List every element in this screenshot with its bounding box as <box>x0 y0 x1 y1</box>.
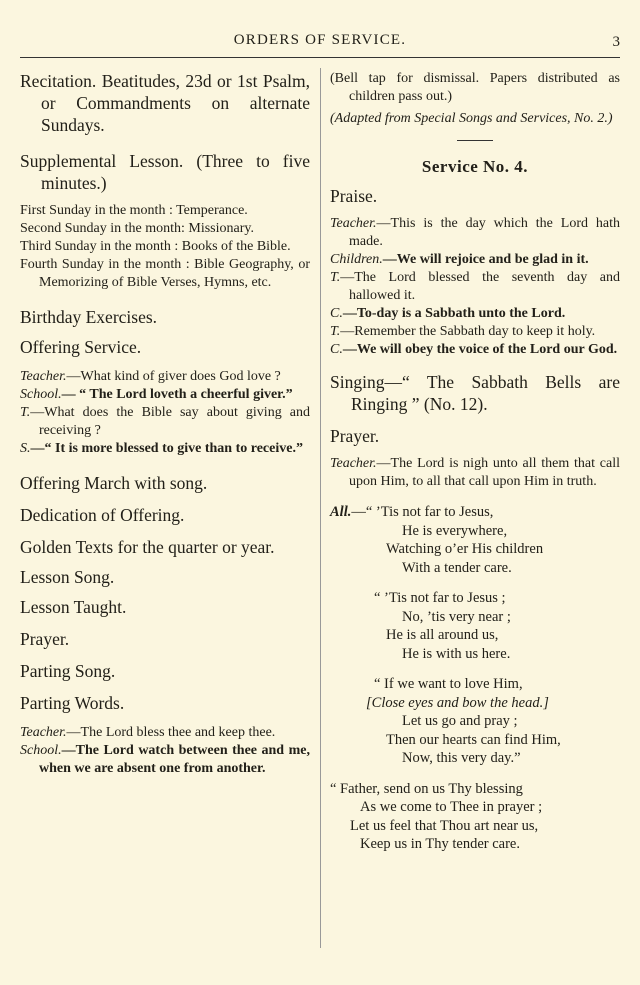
praise-item: Praise. <box>330 186 378 206</box>
offering-dialogue-line <box>20 368 310 386</box>
dialogue-text: —The Lord bless thee and keep thee. <box>66 725 276 740</box>
poem-line: Keep us in Thy tender care. <box>360 836 520 852</box>
poem-stage-direction: [Close eyes and bow the head.] <box>366 694 549 711</box>
poem-line: He is with us here. <box>402 645 511 662</box>
poem-line: He is everywhere, <box>402 522 508 539</box>
dialogue-text: —The Lord watch between thee and me, when we are absent one from another. <box>39 743 310 776</box>
poem-verse-3 <box>330 675 620 768</box>
dialogue-text: —To-day is a Sabbath unto the Lord. <box>342 306 566 321</box>
poem-verse-2 <box>330 589 620 663</box>
poem-line: Now, this very day.” <box>402 750 521 766</box>
speaker-label: T. <box>20 405 31 420</box>
lesson-song-item: Lesson Song. <box>20 567 115 587</box>
third-sunday-line: Third Sunday in the month : Books of the Bible. <box>20 239 291 254</box>
prayer-item: Prayer. <box>20 629 70 649</box>
dialogue-text: —The Lord is nigh unto all them that call upon Him, to all that call upon Him in truth. <box>349 456 620 489</box>
poem-line: Watching o’er His children <box>386 541 544 557</box>
speaker-label: Teacher. <box>20 725 67 740</box>
speaker-label: T. <box>330 270 341 285</box>
dialogue-text: —The Lord blessed the seventh day and hallowed it. <box>340 270 620 303</box>
parting-dialogue-line <box>20 742 310 778</box>
speaker-label: T. <box>330 324 341 339</box>
bell-tap-note: (Bell tap for dismissal. Papers distributed as children pass out.) <box>330 71 620 104</box>
running-title: ORDERS OF SERVICE. <box>233 32 407 48</box>
section-rule <box>457 140 493 141</box>
poem-line: Then our hearts can find Him, <box>386 731 561 748</box>
dialogue-text: —We will obey the voice of the Lord our God. <box>342 342 618 357</box>
praise-dialogue-line <box>330 251 620 269</box>
poem-line: “ If we want to love Him, <box>374 676 523 692</box>
praise-dialogue-line <box>330 269 620 305</box>
poem-line: “ ’Tis not far to Jesus ; <box>374 590 506 606</box>
page-number: 3 <box>612 34 620 50</box>
offering-dialogue-line <box>20 404 310 440</box>
supplemental-lesson-item: Supplemental Lesson. (Three to five minutes.) <box>20 151 310 193</box>
poem-line: Let us go and pray ; <box>402 713 518 729</box>
prayer-dialogue-line <box>330 455 620 491</box>
dialogue-text: —This is the day which the Lord hath made. <box>349 216 620 249</box>
second-sunday-line: Second Sunday in the month: Missionary. <box>20 221 254 236</box>
praise-dialogue-line <box>330 323 620 341</box>
speaker-label: Teacher. <box>330 456 377 471</box>
speaker-label: C. <box>330 342 343 357</box>
poem-line: As we come to Thee in prayer ; <box>360 799 543 815</box>
column-divider <box>320 68 321 948</box>
offering-service-item: Offering Service. <box>20 337 142 357</box>
recitation-item: Recitation. Beatitudes, 23d or 1st Psalm, or Commandments on alternate Sundays. <box>20 71 310 135</box>
first-sunday-line: First Sunday in the month : Temperance. <box>20 203 248 218</box>
offering-dialogue-line <box>20 440 310 458</box>
adapted-note: (Adapted from Special Songs and Services, No. 2.) <box>330 111 613 126</box>
praise-dialogue-line <box>330 305 620 323</box>
poem-verse-4 <box>330 780 620 854</box>
birthday-exercises-item: Birthday Exercises. <box>20 307 158 327</box>
dialogue-text: —“ It is more blessed to give than to receive.” <box>30 441 303 456</box>
dialogue-text: —We will rejoice and be glad in it. <box>382 252 589 267</box>
service-heading: Service No. 4. <box>421 157 529 176</box>
poem-line: “ Father, send on us Thy blessing <box>330 780 523 797</box>
left-column <box>20 70 310 778</box>
fourth-sunday-line: Fourth Sunday in the month : Bible Geography, or Memorizing of Bible Verses, Hymns, etc. <box>20 257 310 290</box>
parting-words-item: Parting Words. <box>20 693 125 713</box>
speaker-label: All. <box>330 504 352 520</box>
praise-dialogue-line <box>330 215 620 251</box>
poem-line: All.—“ ’Tis not far to Jesus, <box>330 504 494 520</box>
poem-line: Let us feel that Thou art near us, <box>350 817 539 834</box>
golden-texts-item: Golden Texts for the quarter or year. <box>20 537 275 557</box>
header-rule <box>20 57 620 58</box>
dedication-item: Dedication of Offering. <box>20 505 185 525</box>
praise-dialogue-line <box>330 341 620 359</box>
poem-line: No, ’tis very near ; <box>402 608 511 625</box>
poem-verse-1 <box>330 503 620 577</box>
offering-dialogue-line <box>20 386 310 404</box>
right-column <box>330 70 620 854</box>
speaker-label: C. <box>330 306 343 321</box>
page-header <box>0 32 640 56</box>
singing-item: Singing—“ The Sabbath Bells are Ringing ” (No. 12). <box>330 372 620 414</box>
lesson-taught-item: Lesson Taught. <box>20 597 127 617</box>
parting-song-item: Parting Song. <box>20 661 116 681</box>
parting-dialogue-line <box>20 724 310 742</box>
dialogue-text: —What does the Bible say about giving and receiving ? <box>30 405 310 438</box>
dialogue-text: —What kind of giver does God love ? <box>66 369 281 384</box>
dialogue-text: — “ The Lord loveth a cheerful giver.” <box>61 387 293 402</box>
speaker-label: Teacher. <box>330 216 377 231</box>
speaker-label: S. <box>20 441 31 456</box>
speaker-label: School. <box>20 387 62 402</box>
prayer-item: Prayer. <box>330 426 380 446</box>
poem-line: He is all around us, <box>386 627 499 643</box>
speaker-label: Children. <box>330 252 383 267</box>
speaker-label: School. <box>20 743 62 758</box>
poem-line: With a tender care. <box>402 559 512 576</box>
speaker-label: Teacher. <box>20 369 67 384</box>
offering-march-item: Offering March with song. <box>20 473 208 493</box>
dialogue-text: —Remember the Sabbath day to keep it holy. <box>340 324 596 339</box>
